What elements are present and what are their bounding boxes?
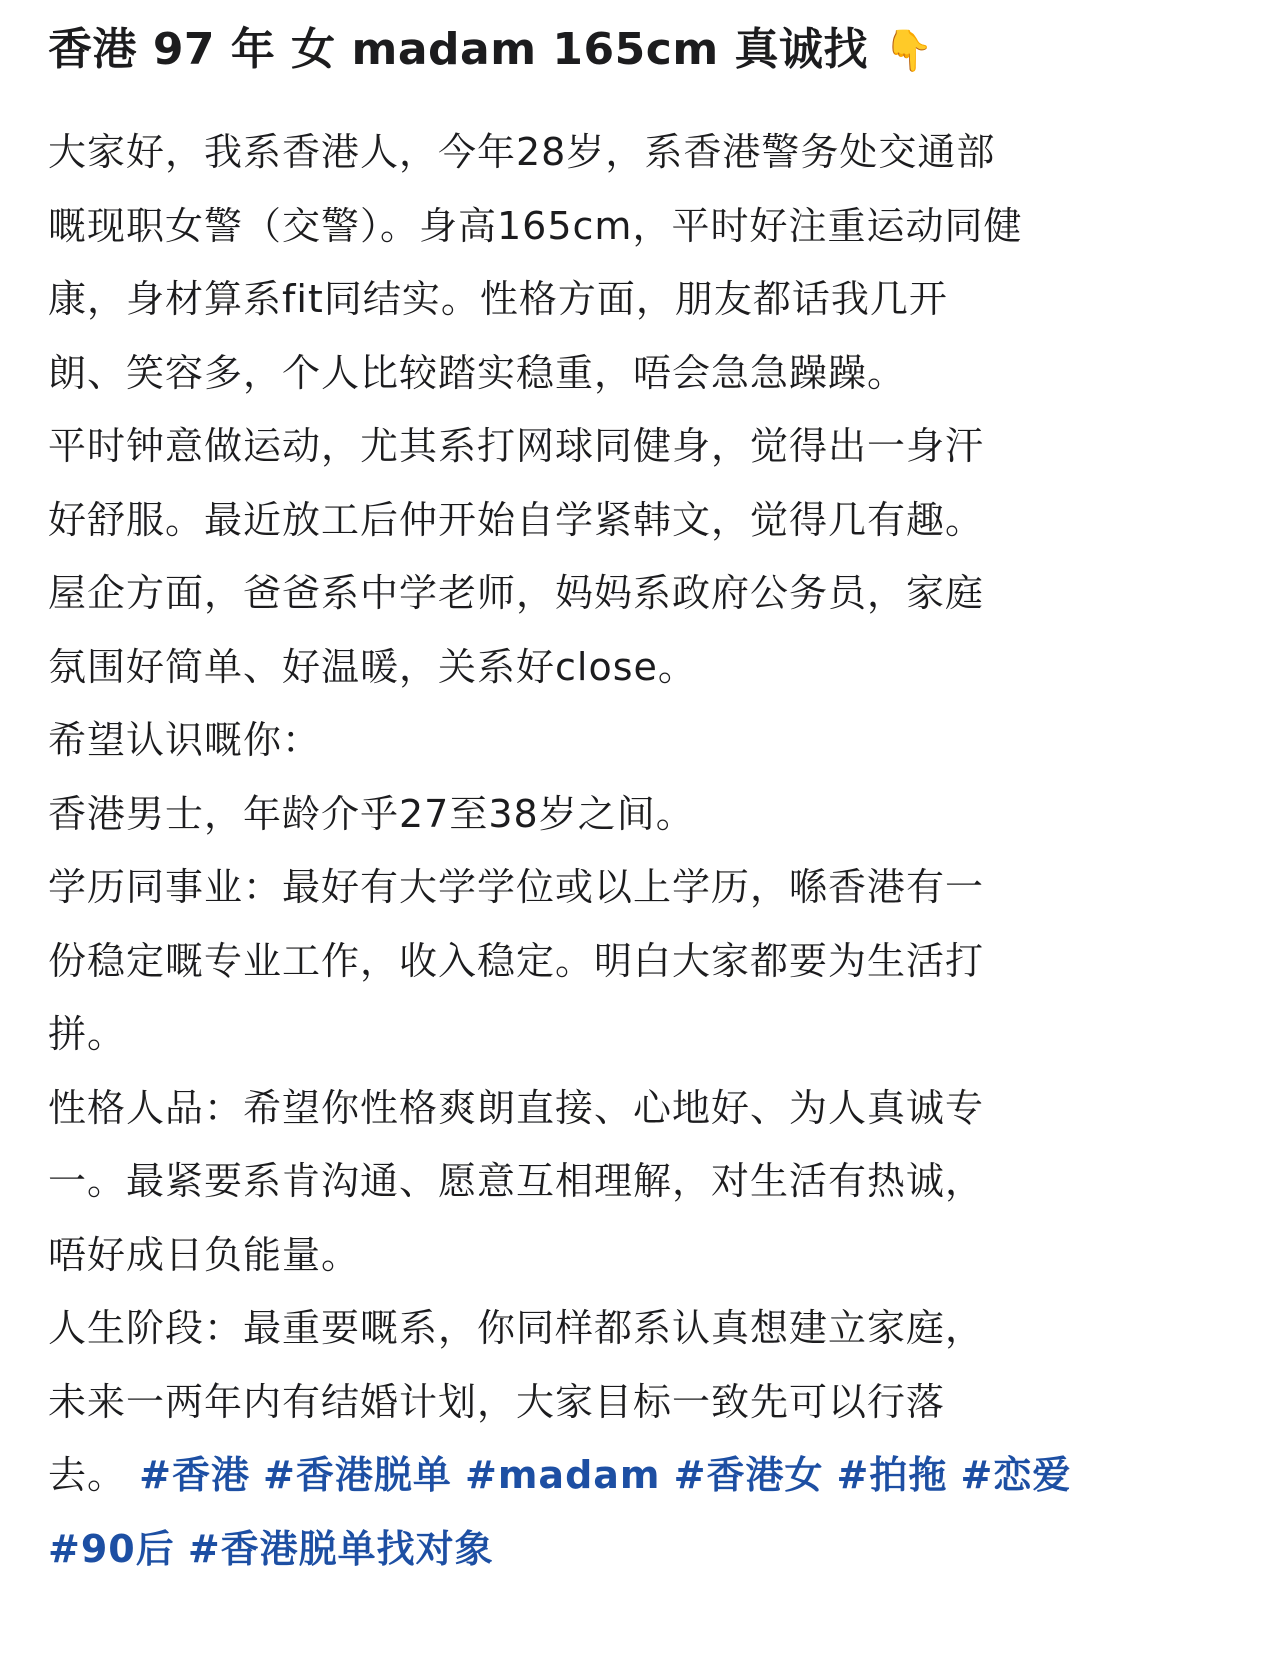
hashtag-group: [48, 1527, 494, 1571]
text-line: 大家好，我系香港人，今年28岁，系香港警务处交通部: [48, 130, 996, 174]
text-line: 份稳定嘅专业工作，收入稳定。明白大家都要为生活打: [48, 938, 985, 983]
text-line: 康，身材算系fit同结实。性格方面，朋友都话我几开: [48, 277, 948, 321]
post-paragraphs: [48, 116, 1248, 1439]
post-body: [48, 116, 1248, 1586]
text-line: 未来一两年内有结婚计划，大家目标一致先可以行落: [48, 1379, 946, 1424]
text-line: 人生阶段：最重要嘅系，你同样都系认真想建立家庭，: [48, 1306, 985, 1350]
paragraph: [48, 410, 1248, 557]
hashtag-group: [139, 1453, 1071, 1497]
hashtag-link[interactable]: #拍拖: [836, 1453, 948, 1497]
hashtag-link[interactable]: #香港脱单: [263, 1453, 452, 1497]
text-line: 屋企方面，爸爸系中学老师，妈妈系政府公务员，家庭: [48, 571, 985, 615]
hashtag-link[interactable]: #恋爱: [960, 1453, 1072, 1497]
text-line: 好舒服。最近放工后仲开始自学紧韩文，觉得几有趣。: [48, 497, 985, 542]
text-line: 平时钟意做运动，尤其系打网球同健身，觉得出一身汗: [48, 424, 985, 468]
text-line: 朗、笑容多，个人比较踏实稳重，唔会急急躁躁。: [48, 350, 907, 395]
paragraph: [48, 1072, 1248, 1293]
final-text: 去。: [48, 1453, 127, 1497]
pointing-down-icon: 👇: [883, 28, 935, 74]
text-line: 学历同事业：最好有大学学位或以上学历，喺香港有一: [48, 865, 985, 909]
text-line: 一。最紧要系肯沟通、愿意互相理解，对生活有热诚，: [48, 1159, 985, 1203]
hashtag-link[interactable]: #香港脱单找对象: [187, 1526, 494, 1571]
text-line: 拼。: [48, 1012, 127, 1056]
paragraph: [48, 1292, 1248, 1439]
paragraph: [48, 851, 1248, 1072]
paragraph: [48, 704, 1248, 778]
text-line: 香港男士，年龄介乎27至38岁之间。: [48, 791, 695, 836]
text-line: 性格人品：希望你性格爽朗直接、心地好、为人真诚专: [48, 1085, 985, 1130]
hashtag-link[interactable]: #香港女: [673, 1453, 824, 1497]
text-line: 希望认识嘅你：: [48, 718, 322, 762]
text-line: 氛围好简单、好温暖，关系好close。: [48, 644, 697, 689]
paragraph: [48, 557, 1248, 704]
hashtag-link[interactable]: #madam: [464, 1453, 661, 1497]
post-title-text: 香港 97 年 女 madam 165cm 真诚找: [48, 24, 868, 75]
paragraph: [48, 116, 1248, 410]
text-line: 唔好成日负能量。: [48, 1232, 361, 1277]
post-title: [48, 14, 1244, 86]
text-line: 嘅现职女警（交警）。身高165cm，平时好注重运动同健: [48, 203, 1023, 248]
hashtag-line-2: [48, 1513, 1248, 1587]
paragraph: [48, 778, 1248, 852]
hashtag-line-1: [48, 1439, 1248, 1513]
hashtag-link[interactable]: #香港: [139, 1453, 250, 1497]
hashtag-link[interactable]: #90后: [48, 1526, 175, 1571]
